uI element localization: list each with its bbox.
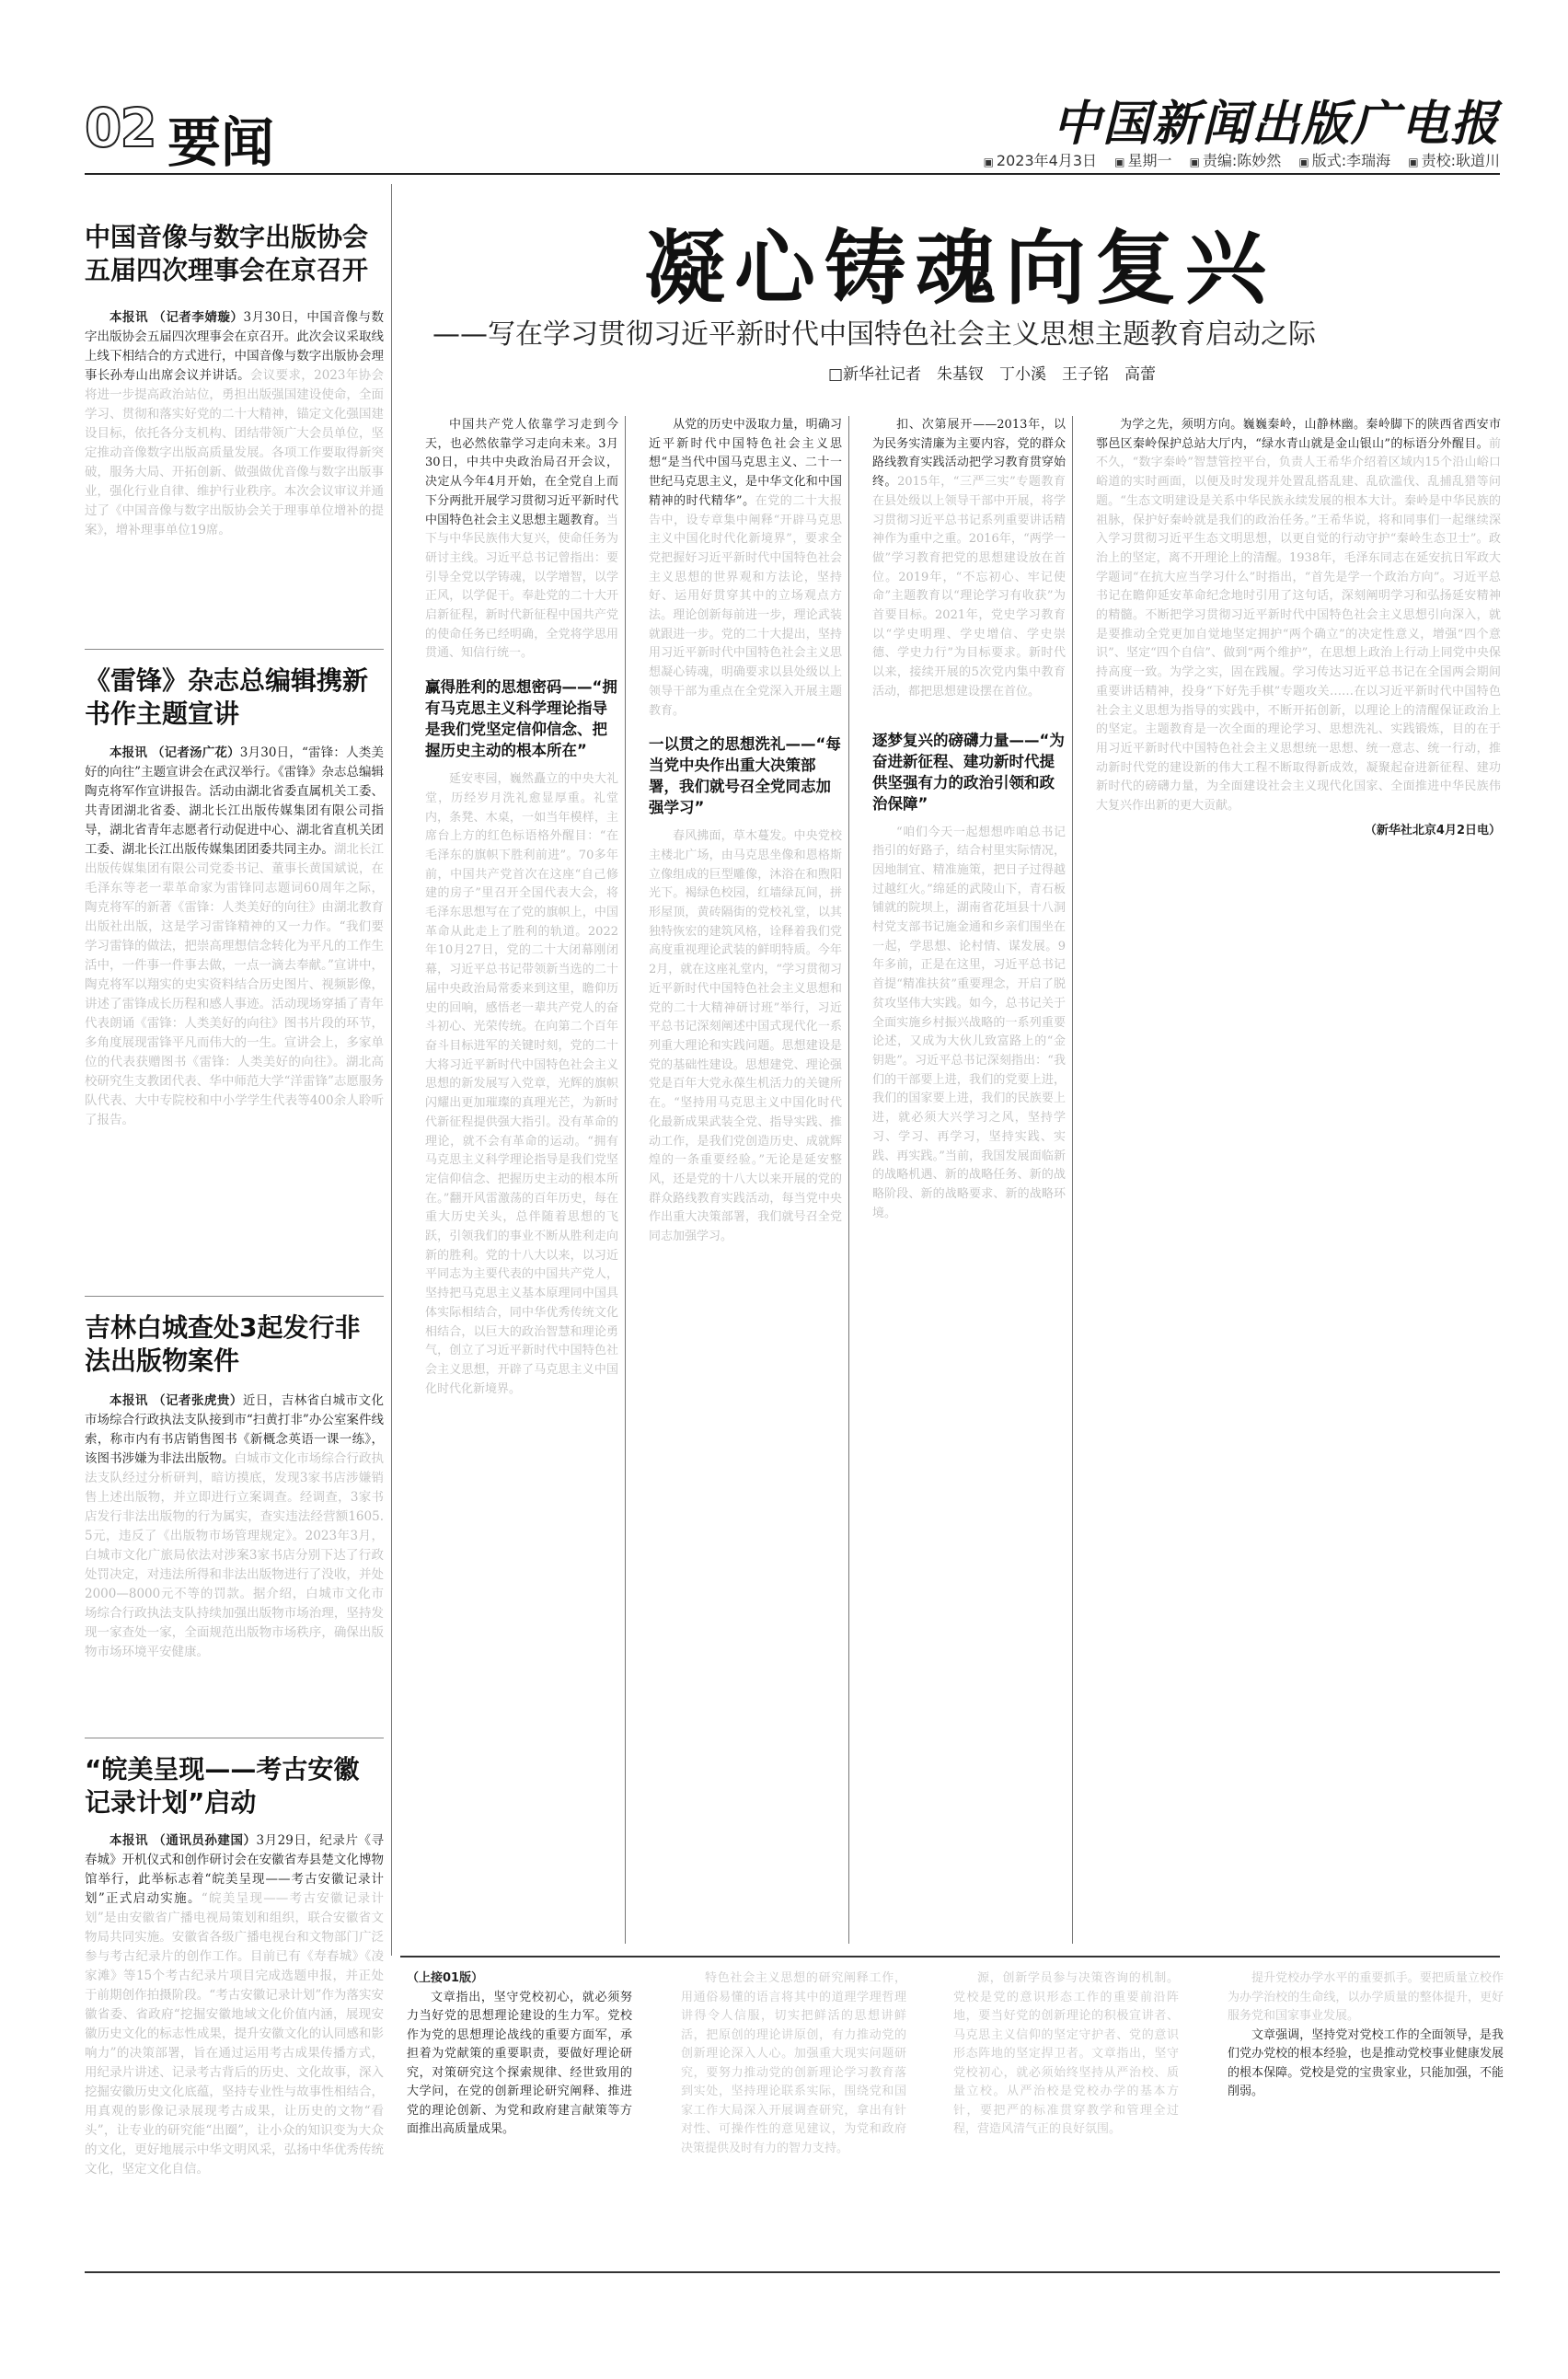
column-divider xyxy=(848,416,849,1944)
section-rule xyxy=(400,1956,1500,1957)
bottom-article-column-4: 提升党校办学水平的重要抓手。要把质量立校作为办学治校的生命线，以办学质量的整体提升，更好服务党和国家事业发展。 文章强调，坚持党对党校工作的全面领导，是我们党办党校的根本经验，也是推动党校事业健康发展的根本保障。党校是党的宝贵家业，只能加强，不能削弱。 xyxy=(1228,1971,1504,2098)
col1-text: 中国共产党人依靠学习走到今天，也必然依靠学习走向未来。3月30日，中共中央政治局召开会议，决定从今年4月开始，在全党自上而下分两批开展学习贯彻习近平新时代中国特色社会主义思想主题教育。 xyxy=(425,418,618,527)
subhead-1: 赢得胜利的思想密码——“拥有马克思主义科学理论指导是我们党坚定信仰信念、把握历史主动的根本所在” xyxy=(425,678,617,760)
main-article-column-2: 从党的历史中汲取力量，明确习近平新时代中国特色社会主义思想“是当代中国马克思主义、二十一世纪马克思主义，是中华文化和中国精神的时代精华”。在党的二十大报告中，设专章集中阐释“开辟马克思主义中国化时代化新境界”，要求全党把握好习近平新时代中国特色社会主义思想的世界观和方法论，坚持好、运用好贯穿其中的立场观点方法。理论创新每前进一步，理论武装就跟进一步。党的二十大提出，坚持用习近平新时代中国特色社会主义思想凝心铸魂，明确要求以县处级以上领导干部为重点在全党深入开展主题教育。 一以贯之的思想洗礼——“每当党中央作出重大决策部署，我们就号召全党同志加强学习” 春风拂面，草木蔓发。中央党校主楼北广场，由马克思坐像和恩格斯立像组成的巨型雕像，沐浴在和煦阳光下。褐绿色校园，红墙绿瓦间，拼形屋顶，黄砖隔街的党校礼堂，以其独特恢宏的建筑风格，诠释着我们党高度重视理论武装的鲜明特质。今年2月，就在这座礼堂内，“学习贯彻习近平新时代中国特色社会主义思想和党的二十大精神研讨班”举行，习近平总书记深刻阐述中国式现代化一系列重大理论和实践问题。思想建设是党的基础性建设。思想建党、理论强党是百年大党永葆生机活力的关键所在。“坚持用马克思主义中国化时代化最新成果武装全党、指导实践、推动工作，是我们党创造历史、成就辉煌的一条重要经验。”无论是延安整风，还是党的十八大以来开展的党的群众路线教育实践活动，每当党中央作出重大决策部署，我们就号召全党同志加强学习。 xyxy=(649,418,842,1244)
issue-weekday: ▣ 星期一 xyxy=(1114,152,1171,169)
bottom-article-column-3: 源，创新学员参与决策咨询的机制。党校是党的意识形态工作的重要前沿阵地，要当好党的创新理论的积极宣讲者、马克思主义信仰的坚定守护者、党的意识形态阵地的坚定捍卫者。文章指出，坚守党校初心，就必须始终坚持从严治校、质量立校。从严治校是党校办学的基本方针，要把严的标准贯穿教学和管理全过程，营造风清气正的良好氛围。 xyxy=(953,1971,1179,2136)
col2-text: 从党的历史中汲取力量，明确习近平新时代中国特色社会主义思想“是当代中国马克思主义、二十一世纪马克思主义，是中华文化和中国精神的时代精华”。 xyxy=(649,418,842,508)
issue-meta xyxy=(971,149,1500,170)
main-article-authors: □新华社记者 朱基钗 丁小溪 王子铭 高蕾 xyxy=(828,365,1157,384)
article4-body: 本报讯 （通讯员孙建国）3月29日，纪录片《寻春城》开机仪式和创作研讨会在安徽省寿县楚文化博物馆举行，此举标志着“皖美呈现——考古安徽记录计划”正式启动实施。“皖美呈现——考古安徽记录计划”是由安徽省广播电视局策划和组织，联合安徽省文物局共同实施。安徽省各级广播电视台和文物部门广泛参与考古纪录片的创作工作。目前已有《寿春城》《凌家滩》等15个考古纪录片项目完成选题申报，并正处于前期创作拍摄阶段。“考古安徽记录计划”作为落实安徽省委、省政府“挖掘安徽地域文化价值内涵，展现安徽历史文化的标志性成果，提升安徽文化的认同感和影响力”的决策部署，旨在通过运用考古成果传播方式，用纪录片讲述、记录考古背后的历史、文化故事，深入挖掘安徽历史文化底蕴，坚持专业性与故事性相结合，用真观的影像记录展现考古成果，让历史的文物“看头”，让专业的研究能“出圈”，让小众的知识变为大众的文化，更好地展示中华文明风采，弘扬中华优秀传统文化，坚定文化自信。 xyxy=(85,1833,384,2177)
header-rule xyxy=(85,173,1500,175)
article3-body: 本报讯 （记者张虎贵）近日，吉林省白城市文化市场综合行政执法支队接到市“扫黄打非”办公室案件线索，称市内有书店销售图书《新概念英语一课一练》，该图书涉嫌为非法出版物。白城市文化市场综合行政执法支队经过分析研判，暗访摸底，发现3家书店涉嫌销售上述出版物，并立即进行立案调查。经调查，3家书店发行非法出版物的行为属实，查实违法经营额1605.5元，违反了《出版物市场管理规定》。2023年3月，白城市文化广旅局依法对涉案3家书店分别下达了行政处罚决定，对违法所得和非法出版物进行了没收，并处2000—8000元不等的罚款。据介绍，白城市文化市场综合行政执法支队持续加强出版物市场治理，坚持发现一家查处一家，全面规范出版物市场秩序，确保出版物市场环境平安健康。 xyxy=(85,1393,384,1659)
left-column-divider xyxy=(391,184,392,1956)
main-article-column-3: 扣、次第展开——2013年，以为民务实清廉为主要内容，党的群众路线教育实践活动把学习教育贯穿始终。2015年，“三严三实”专题教育在县处级以上领导干部中开展，将学习贯彻习近平总书记系列重要讲话精神作为重中之重。2016年，“两学一做”学习教育把党的思想建设放在首位。2019年，“不忘初心、牢记使命”主题教育以“理论学习有收获”为首要目标。2021年，党史学习教育以“学史明理、学史增信、学史崇德、学史力行”为目标要求。新时代以来，接续开展的5次党内集中教育活动，都把思想建设摆在首位。 逐梦复兴的磅礴力量——“为奋进新征程、建功新时代提供坚强有力的政治引领和政治保障” “咱们今天一起想想咋咱总书记指引的好路子，结合村里实际情况，因地制宜、精准施策，把日子过得越过越红火。”绵延的武陵山下，青石板铺就的院坝上，湖南省花垣县十八洞村党支部书记施金通和乡亲们围坐在一起，学思想、论村情、谋发展。9年多前，正是在这里，习近平总书记首提“精准扶贫”重要理念，开启了脱贫攻坚伟大实践。如今，总书记关于全面实施乡村振兴战略的一系列重要论述，又成为大伙儿致富路上的“金钥匙”。习近平总书记深刻指出：“我们的干部要上进，我们的党要上进，我们的国家要上进，我们的民族要上进，就必须大兴学习之风，坚持学习、学习、再学习，坚持实践、实践、再实践。”当前，我国发展面临新的战略机遇、新的战略任务、新的战略阶段、新的战略要求、新的战略环境。 xyxy=(872,418,1066,1220)
footer-rule xyxy=(85,2271,1500,2273)
article2-lead: 3月30日，“雷锋：人类美好的向往”主题宣讲会在武汉举行。《雷锋》杂志总编辑陶克将军作宣讲报告。活动由湖北省委直属机关工委、共青团湖北省委、湖北长江出版传媒集团有限公司指导，湖北省青年志愿者行动促进中心、湖北省直机关团工委、湖北长江出版传媒集团团委共同主办。 xyxy=(85,745,384,857)
section-title: 要闻 xyxy=(167,111,275,174)
bottom-article-last: 文章强调，坚持党对党校工作的全面领导，是我们党办党校的根本经验，也是推动党校事业健康发展的根本保障。党校是党的宝贵家业，只能加强，不能削弱。 xyxy=(1228,2027,1504,2098)
article2-body: 本报讯 （记者汤广花）3月30日，“雷锋：人类美好的向往”主题宣讲会在武汉举行。《雷锋》杂志总编辑陶克将军作宣讲报告。活动由湖北省委直属机关工委、共青团湖北省委、湖北长江出版传媒集团有限公司指导，湖北省青年志愿者行动促进中心、湖北省直机关团工委、湖北长江出版传媒集团团委共同主办。湖北长江出版传媒集团有限公司党委书记、董事长黄国斌说，在毛泽东等老一辈革命家为雷锋同志题词60周年之际，陶克将军的新著《雷锋：人类美好的向往》由湖北教育出版社出版，这是学习雷锋精神的又一力作。“我们要学习雷锋的做法，把崇高理想信念转化为平凡的工作生活中，一件事一件事去做，一点一滴去奉献。”宣讲中，陶克将军以翔实的史实资料结合历史图片、视频影像，讲述了雷锋成长历程和感人事迹。活动现场穿插了青年代表朗诵《雷锋：人类美好的向往》图书片段的环节，多角度展现雷锋平凡而伟大的一生。宣讲会上，多家单位的代表获赠图书《雷锋：人类美好的向往》。湖北高校研究生支教团代表、华中师范大学“洋雷锋”志愿服务队代表、大中专院校和中小学学生代表等400余人聆听了报告。 xyxy=(85,745,384,1127)
column-divider xyxy=(625,416,626,1944)
article-divider xyxy=(85,649,384,650)
article3-lead: 近日，吉林省白城市文化市场综合行政执法支队接到市“扫黄打非”办公室案件线索，称市内有书店销售图书《新概念英语一课一练》，该图书涉嫌为非法出版物。 xyxy=(85,1393,384,1466)
main-article-subtitle: ——写在学习贯彻习近平新时代中国特色社会主义思想主题教育启动之际 xyxy=(432,318,1316,351)
subhead-2: 一以贯之的思想洗礼——“每当党中央作出重大决策部署，我们就号召全党同志加强学习” xyxy=(649,735,841,817)
bottom-article-text: 文章指出，坚守党校初心，就必须努力当好党的思想理论建设的生力军。党校作为党的思想理论战线的重要方面军，承担着为党献策的重要职责，要做好理论研究，对策研究这个探索规律、经世致用的大学问，在党的创新理论研究阐释、推进党的理论创新、为党和政府建言献策等方面推出高质量成果。 xyxy=(407,1990,632,2136)
article1-lead: 3月30日，中国音像与数字出版协会五届四次理事会在京召开。此次会议采取线上线下相结合的方式进行，中国音像与数字出版协会理事长孙寿山出席会议并讲话。 xyxy=(85,310,384,383)
article4-lead: 3月29日，纪录片《寻春城》开机仪式和创作研讨会在安徽省寿县楚文化博物馆举行，此举标志着“皖美呈现——考古安徽记录计划”正式启动实施。 xyxy=(85,1833,384,1906)
issue-date: ▣ 2023年4月3日 xyxy=(984,152,1097,169)
col3-text: 扣、次第展开——2013年，以为民务实清廉为主要内容，党的群众路线教育实践活动把学习教育贯穿始终。 xyxy=(872,418,1066,490)
column-divider xyxy=(1072,416,1073,1944)
article-divider xyxy=(85,1296,384,1297)
article3-headline: 吉林白城查处3起发行非法出版物案件 xyxy=(85,1312,361,1376)
main-article-credit: （新华社北京4月2日电） xyxy=(1364,823,1501,837)
article4-byline: 本报讯 （通讯员孙建国） xyxy=(110,1833,257,1848)
subhead-3: 逐梦复兴的磅礴力量——“为奋进新征程、建功新时代提供坚强有力的政治引领和政治保障” xyxy=(872,731,1065,813)
issue-editor: ▣ 责编:陈妙然 xyxy=(1190,152,1282,169)
issue-layout: ▣ 版式:李瑞海 xyxy=(1298,152,1390,169)
article1-byline: 本报讯 （记者李婧璇） xyxy=(110,310,244,325)
article3-byline: 本报讯 （记者张虎贵） xyxy=(110,1393,243,1408)
continued-marker: （上接01版） xyxy=(407,1971,484,1985)
main-article-column-1: 中国共产党人依靠学习走到今天，也必然依靠学习走向未来。3月30日，中共中央政治局召开会议，决定从今年4月开始，在全党自上而下分两批开展学习贯彻习近平新时代中国特色社会主义思想主题教育。当下与中华民族伟大复兴，使命任务为研讨主线。习近平总书记曾指出：要引导全党以学铸魂，以学增智，以学正风，以学促干。奉赴党的二十大开启新征程，新时代新征程中国共产党的使命任务已经明确，全党将学思用贯通、知信行统一。 赢得胜利的思想密码——“拥有马克思主义科学理论指导是我们党坚定信仰信念、把握历史主动的根本所在” 延安枣园，巍然矗立的中央大礼堂，历经岁月洗礼愈显厚重。礼堂内，条凳、木桌，一如当年模样，主席台上方的红色标语格外醒目：“在毛泽东的旗帜下胜利前进”。70多年前，中国共产党首次在这座“自己修建的房子”里召开全国代表大会，将毛泽东思想写在了党的旗帜上，中国革命从此走上了胜利的轨道。2022年10月27日，党的二十大闭幕刚闭幕，习近平总书记带领新当选的二十届中央政治局常委来到这里，瞻仰历史的回响，感悟老一辈共产党人的奋斗初心、光荣传统。在向第二个百年奋斗目标进军的关键时刻，党的二十大将习近平新时代中国特色社会主义思想的新发展写入党章，光辉的旗帜闪耀出更加璀璨的真理光芒，为新时代新征程提供强大指引。没有革命的理论，就不会有革命的运动。“拥有马克思主义科学理论指导是我们党坚定信仰信念、把握历史主动的根本所在。”翻开风雷激荡的百年历史，每在重大历史关头，总伴随着思想的飞跃，引领我们的事业不断从胜利走向新的胜利。党的十八大以来，以习近平同志为主要代表的中国共产党人，坚持把马克思主义基本原理同中国具体实际相结合，同中华优秀传统文化相结合，以巨大的政治智慧和理论勇气，创立了习近平新时代中国特色社会主义思想，开辟了马克思主义中国化时代化新境界。 xyxy=(425,418,618,1396)
main-article-title: 凝心铸魂向复兴 xyxy=(644,221,1276,316)
bottom-article-column-2: 特色社会主义思想的研究阐释工作，用通俗易懂的语言将其中的道理学理哲理讲得令人信服，切实把鲜活的思想讲鲜活，把原创的理论讲原创，有力推动党的创新理论深入人心。加强重大现实问题研究，要努力推动党的创新理论学习教育落到实处，坚持理论联系实际，围绕党和国家工作大局深入开展调查研究，拿出有针对性、可操作性的意见建议，为党和政府决策提供及时有力的智力支持。 xyxy=(681,1971,906,2155)
page-number: 02 xyxy=(85,97,156,159)
article2-byline: 本报讯 （记者汤广花） xyxy=(110,745,240,760)
issue-proof: ▣ 责校:耿道川 xyxy=(1408,152,1500,169)
main-article-column-4: 为学之先，须明方向。巍巍秦岭，山静林幽。秦岭脚下的陕西省西安市鄠邑区秦岭保护总站大厅内，“绿水青山就是金山银山”的标语分外醒目。前不久，“数字秦岭”智慧管控平台，负责人王希华介绍着区域内15个沿山峪口峪道的实时画面，以便及时发现并处置乱搭乱建、乱砍滥伐、乱捕乱猎等问题。“生态文明建设是关系中华民族永续发展的根本大计。秦岭是中华民族的祖脉，保护好秦岭就是我们的政治任务。”王希华说，将和同事们一起继续深入学习贯彻习近平生态文明思想，以更自觉的行动守护“秦岭生态卫士”。政治上的坚定，离不开理论上的清醒。1938年，毛泽东同志在延安抗日军政大学题词“在抗大应当学习什么”时指出，“首先是学一个政治方向”。习近平总书记在瞻仰延安革命纪念地时引用了这句话，深刻阐明学习和弘扬延安精神的精髓。不断把学习贯彻习近平新时代中国特色社会主义思想引向深入，就是要推动全党更加自觉地坚定拥护“两个确立”的决定性意义，增强“四个意识”、坚定“四个自信”、做到“两个维护”，在思想上政治上行动上同党中央保持高度一致。为学之实，固在践履。学习传达习近平总书记在全国两会期间重要讲话精神，投身“下好先手棋”专题攻关……在以习近平新时代中国特色社会主义思想为指导的实践中，不断开拓创新，以理论上的清醒保证政治上的坚定。主题教育是一次全面的理论学习、思想洗礼、实践锻炼，目的在于用习近平新时代中国特色社会主义思想统一思想、统一意志、统一行动，推动新时代党的建设新的伟大工程不断取得新成效，凝聚起奋进新征程、建功新时代的磅礴力量，为全面建设社会主义现代化国家、全面推进中华民族伟大复兴作出新的更大贡献。 （新华社北京4月2日电） xyxy=(1096,416,1501,1944)
bottom-article-column-1 xyxy=(407,1969,632,2264)
article1-headline: 中国音像与数字出版协会五届四次理事会在京召开 xyxy=(85,222,369,285)
col4-text: 为学之先，须明方向。巍巍秦岭，山静林幽。秦岭脚下的陕西省西安市鄠邑区秦岭保护总站大厅内，“绿水青山就是金山银山”的标语分外醒目。 xyxy=(1096,418,1501,451)
article2-headline: 《雷锋》杂志总编辑携新书作主题宣讲 xyxy=(85,665,369,729)
article1-body: 本报讯 （记者李婧璇）3月30日，中国音像与数字出版协会五届四次理事会在京召开。此次会议采取线上线下相结合的方式进行，中国音像与数字出版协会理事长孙寿山出席会议并讲话。会议要求，2023年协会将进一步提高政治站位，勇担出版强国建设使命，全面学习、贯彻和落实好党的二十大精神，锚定文化强国建设目标，依托各分支机构、团结带领广大会员单位，坚定推动音像数字出版高质量发展。各项工作要取得新突破，服务大局、开拓创新、做强做优音像与数字出版事业，强化行业自律、维护行业秩序。本次会议审议并通过了《中国音像与数字出版协会关于理事单位增补的提案》，增补理事单位19席。 xyxy=(85,310,384,537)
newspaper-masthead: 中国新闻出版广电报 xyxy=(1052,96,1500,152)
article4-headline: “皖美呈现——考古安徽记录计划”启动 xyxy=(85,1754,360,1818)
